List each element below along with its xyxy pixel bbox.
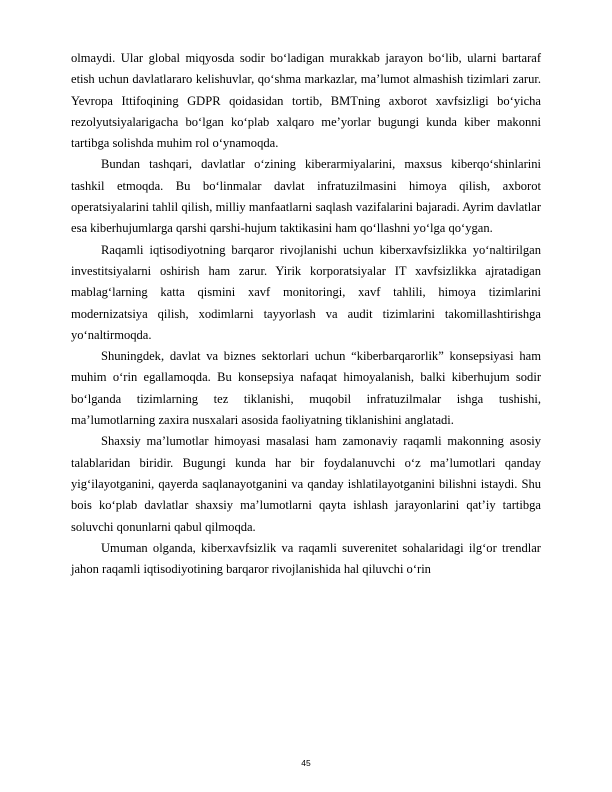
paragraph: Umuman olganda, kiberxavfsizlik va raqamli suverenitet sohalaridagi ilg‘or trendlar jahon raqamli iqtisodiyotining barqaror rivojlanishida hal qiluvchi o‘rin (71, 540, 541, 577)
document-body (71, 48, 541, 580)
paragraph: Raqamli iqtisodiyotning barqaror rivojlanishi uchun kiberxavfsizlikka yo‘naltirilgan investitsiyalarni oshirish ham zarur. Yirik korporatsiyalar IT xavfsizlikka ajratadigan mablag‘larning katta qismini xavf monitoringi, xavf tahlili, himoya tizimlarini modernizatsiya qilish, xodimlarni tayyorlash va audit tizimlarini takomillashtirishga yo‘naltirmoqda. (71, 242, 541, 342)
paragraph: Shuningdek, davlat va biznes sektorlari uchun “kiberbarqarorlik” konsepsiyasi ham muhim o‘rin egallamoqda. Bu konsepsiya nafaqat himoyalanish, balki kiberhujum sodir bo‘lganda tizimlarning tez tiklanishi, muqobil infratuzilmalar ishga tushishi, ma’lumotlarning zaxira nusxalari asosida faoliyatning tiklanishini anglatadi. (71, 349, 541, 428)
paragraph: Bundan tashqari, davlatlar o‘zining kiberarmiyalarini, maxsus kiberqo‘shinlarini tashkil etmoqda. Bu bo‘linmalar davlat infratuzilmasini himoya qilish, axborot operatsiyalarini tahlil qilish, milliy manfaatlarni saqlash vazifalarini bajaradi. Ayrim davlatlar esa kiberhujumlarga qarshi qarshi-hujum taktikasini ham qo‘llashni yo‘lga qo‘ygan. (71, 157, 541, 236)
paragraph-continuation: olmaydi. Ular global miqyosda sodir bo‘ladigan murakkab jarayon bo‘lib, ularni bartaraf etish uchun davlatlararo kelishuvlar, qo‘shma markazlar, ma’lumot almashish tizimlari zarur. Yevropa Ittifoqining GDPR qoidasidan tortib, BMTning axborot xavfsizligi bo‘yicha rezolyutsiyalarigacha bo‘lgan ko‘plab xalqaro me’yorlar bugungi kunda kiber makonni tartibga solishda muhim rol o‘ynamoqda. (71, 51, 541, 151)
paragraph: Shaxsiy ma’lumotlar himoyasi masalasi ham zamonaviy raqamli makonning asosiy talablaridan biridir. Bugungi kunda har bir foydalanuvchi o‘z ma’lumotlari qanday yig‘ilayotganini, qayerda saqlanayotganini va qanday ishlatilayotganini bilishni istaydi. Shu bois ko‘plab davlatlar shaxsiy ma’lumotlarni qayta ishlash jarayonlarini qat’iy tartibga soluvchi qonunlarni qabul qilmoqda. (71, 434, 541, 534)
page-number: 45 (301, 758, 311, 768)
